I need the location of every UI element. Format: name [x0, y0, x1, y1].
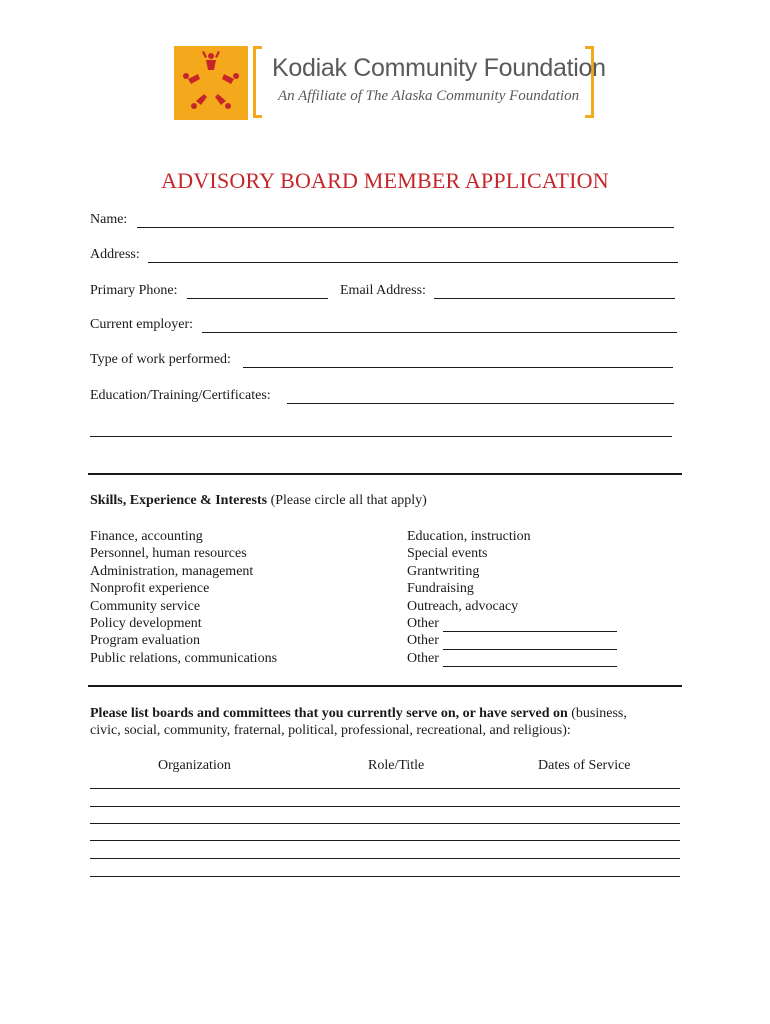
logo-bracket-left: [253, 46, 262, 118]
education-label: Education/Training/Certificates:: [90, 388, 271, 403]
skill-other-field[interactable]: [443, 618, 617, 632]
board-entry-line[interactable]: [90, 876, 680, 877]
employer-field[interactable]: [202, 332, 677, 333]
education-field[interactable]: [287, 403, 674, 404]
org-name: Kodiak Community Foundation: [272, 54, 606, 82]
section-divider: [88, 473, 682, 475]
people-circle-icon: [174, 46, 248, 120]
skill-other-field[interactable]: [443, 636, 617, 650]
skill-option[interactable]: Outreach, advocacy: [407, 598, 519, 614]
board-entry-line[interactable]: [90, 840, 680, 841]
column-header-dates: Dates of Service: [538, 758, 631, 773]
skill-option[interactable]: Nonprofit experience: [90, 581, 210, 597]
skills-heading: [90, 493, 427, 509]
skill-other-label: Other: [407, 650, 439, 666]
skill-option[interactable]: Policy development: [90, 615, 202, 631]
boards-prompt-bold: Please list boards and committees that you currently serve on, or have served on: [90, 706, 568, 721]
section-divider: [88, 685, 682, 687]
skill-option[interactable]: Grantwriting: [407, 563, 480, 579]
skill-option[interactable]: Public relations, communications: [90, 650, 278, 666]
skill-other-row[interactable]: [407, 632, 617, 649]
board-entry-line[interactable]: [90, 788, 680, 789]
name-field[interactable]: [137, 227, 674, 228]
skill-other-row[interactable]: [407, 650, 617, 667]
skill-option[interactable]: Fundraising: [407, 581, 474, 597]
page-title: ADVISORY BOARD MEMBER APPLICATION: [161, 168, 609, 193]
foundation-logo: [174, 46, 248, 120]
board-entry-line[interactable]: [90, 858, 680, 859]
skill-other-label: Other: [407, 615, 439, 631]
work-label: Type of work performed:: [90, 352, 231, 367]
email-label: Email Address:: [340, 283, 426, 298]
boards-prompt-line2: civic, social, community, fraternal, political, professional, recreational, and religious):: [90, 723, 571, 738]
skills-list-right: [407, 528, 617, 667]
board-entry-line[interactable]: [90, 806, 680, 807]
skill-other-field[interactable]: [443, 653, 617, 667]
skill-other-row[interactable]: [407, 615, 617, 632]
skill-option[interactable]: Finance, accounting: [90, 529, 203, 544]
skill-other-label: Other: [407, 633, 439, 649]
org-subtitle: An Affiliate of The Alaska Community Foundation: [278, 88, 580, 104]
skill-option[interactable]: Personnel, human resources: [90, 546, 247, 562]
skills-heading-title: Skills, Experience & Interests: [90, 493, 268, 508]
primary-phone-label: Primary Phone:: [90, 283, 178, 298]
skill-option[interactable]: Administration, management: [90, 563, 254, 579]
skills-heading-note: (Please circle all that apply): [270, 493, 427, 508]
address-label: Address:: [90, 247, 140, 262]
work-field[interactable]: [243, 367, 673, 368]
skill-option[interactable]: Community service: [90, 598, 201, 614]
education-field-continued[interactable]: [90, 436, 672, 437]
skill-option[interactable]: Program evaluation: [90, 633, 201, 649]
address-field[interactable]: [148, 262, 678, 263]
boards-prompt-rest: (business,: [571, 706, 627, 721]
employer-label: Current employer:: [90, 317, 194, 332]
name-label: Name:: [90, 212, 128, 227]
primary-phone-field[interactable]: [187, 298, 328, 299]
skills-list-left: [90, 528, 277, 667]
email-field[interactable]: [434, 298, 675, 299]
board-entry-line[interactable]: [90, 823, 680, 824]
skill-option[interactable]: Education, instruction: [407, 529, 531, 544]
column-header-role: Role/Title: [368, 758, 425, 773]
skill-option[interactable]: Special events: [407, 546, 488, 562]
column-header-organization: Organization: [158, 758, 231, 773]
boards-prompt: [90, 706, 627, 722]
